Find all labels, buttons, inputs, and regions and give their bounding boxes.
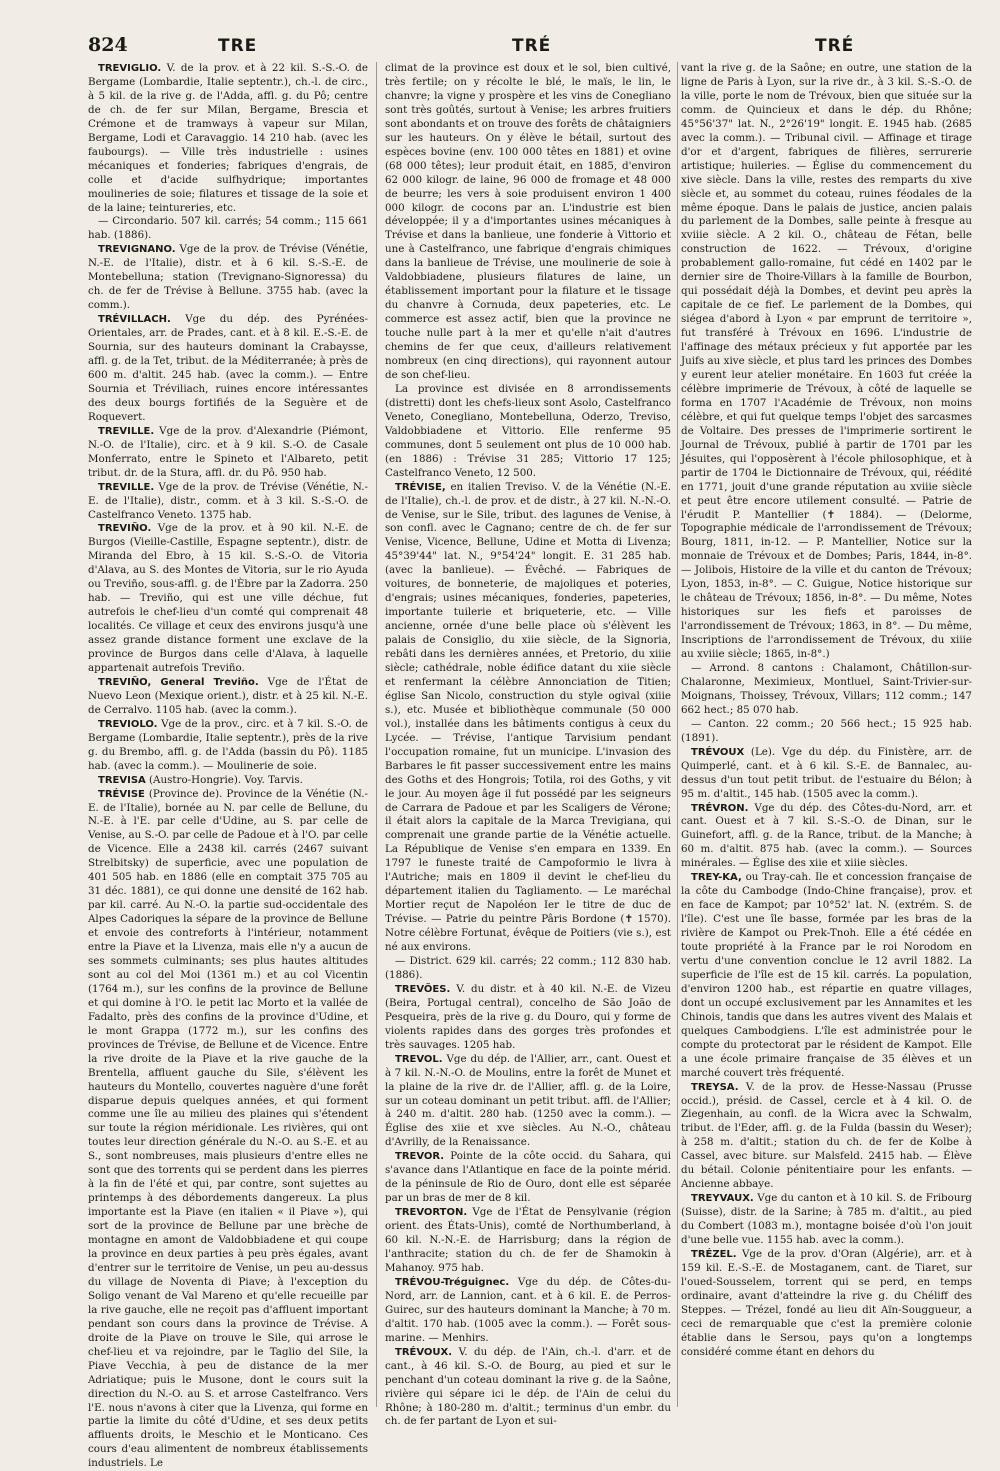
- entry-text: Vge du dép. des Côtes-du-Nord, arr. et cant. Ouest et à 7 kil. S.-S.-O. de Dinan, sur le Guinefort, affl. g. de la Rance, tribut. de la Manche; à 60 m. d'altit. 875 hab. (avec la comm.). — Sources minérales. — Église des xiie et xiiie siècles.: [681, 801, 972, 870]
- dictionary-entry: [385, 1276, 671, 1346]
- column-divider: [376, 62, 377, 1407]
- entry-headword: TREVOL.: [395, 1053, 443, 1065]
- dictionary-entry: [385, 383, 671, 481]
- dictionary-entry: [681, 1081, 972, 1193]
- dictionary-entry: [681, 871, 972, 1080]
- column-divider: [677, 62, 678, 1407]
- entry-text: Vge de la prov. de Trévise (Vénétie, N.-E. de l'Italie), distr. et à 6 kil. S.-S.-E. de Montebelluna; station (Trevignano-Signoressa) du ch. de fer de Trévise à Bellune. 3755 hab. (avec la comm.).: [88, 243, 368, 312]
- text-column-2: [385, 62, 671, 1428]
- entry-headword: TREVILLE.: [98, 425, 155, 437]
- running-headword-center: TRÉ: [512, 36, 552, 56]
- running-headword-right: TRÉ: [815, 36, 855, 56]
- entry-text: La province est divisée en 8 arrondissements (distretti) dont les chefs-lieux sont Asolo, Castelfranco Veneto, Conegliano, Montebelluna, Oderzo, Treviso, Valdobbiadene et Vittorio. Elle renferme 95 communes, dont 5 seulement ont plus de 10 000 hab. (en 1886) : Trévise 31 285; Vittorio 17 125; Castelfranco Veneto, 12 500.: [385, 382, 671, 479]
- entry-text: climat de la province est doux et le sol, bien cultivé, très fertile; on y récolte le blé, le maïs, le lin, le chanvre; la vigne y prospère et les vins de Conegliano sont très goûtés, surtout à Venise; les arbres fruitiers sont abondants et on trouve des forêts de châtaigniers sur les hauteurs. On y élève le bétail, surtout des espèces bovine (env. 100 000 têtes en 1881) et ovine (68 000 têtes); leur produit était, en 1885, d'environ 62 000 kilogr. de laine, 96 000 de fromage et 48 000 de beurre; les vers à soie produisent environ 1 400 000 kilogr. de cocons par an. L'industrie est bien développée; il y a d'importantes usines mécaniques à Trévise et dans la banlieue, une fonderie à Vittorio et une à Castelfranco, une fabrique d'engrais chimiques dans la banlieue de Trévise, une moulinerie de soie à Valdobbiadene, plusieurs filatures de laine, un établissement important pour la filature et le tissage du chanvre à Cornuda, deux papeteries, etc. Le commerce est assez actif, bien que la province ne touche nulle part à la mer et qu'elle n'ait d'autres chemins de fer que ceux, d'ailleurs relativement nombreux (en cinq directions), qui rayonnent autour de son chef-lieu.: [385, 62, 671, 381]
- entry-headword: TRÉZEL.: [691, 1249, 737, 1261]
- entry-text: V. de la prov. de Hesse-Nassau (Prusse occid.), présid. de Cassel, cercle et à 4 kil. O. de Ziegenhain, au confl. de la Wicra avec la Schwalm, tribut. de l'Eder, affl. g. de la Fulda (bassin du Weser); à 258 m. d'altit.; station du ch. de fer de Kolbe à Cassel, avec biture. sur Malsfeld. 2415 hab. — Élève du bétail. Colonie pénitentiaire pour les enfants. — Ancienne abbaye.: [681, 1080, 972, 1191]
- dictionary-entry: [88, 718, 368, 774]
- entry-text: (Austro-Hongrie). Voy. Tarvis.: [145, 773, 303, 786]
- dictionary-entry: [88, 788, 368, 1471]
- dictionary-entry: [385, 62, 671, 383]
- entry-text: — Arrond. 8 cantons : Chalamont, Châtillon-sur-Chalaronne, Meximieux, Montluel, Saint-Trivier-sur-Moignans, Thoissey, Trévoux, Villars; 112 comm.; 147 662 hect.; 85 070 hab.: [681, 661, 972, 716]
- dictionary-entry: [88, 676, 368, 718]
- entry-text: Vge de la prov., circ. et à 7 kil. S.-O. de Bergame (Lombardie, Italie septentr.), près de la rive g. du Brembo, affl. g. de l'Adda (bassin du Pô). 1185 hab. (avec la comm.). — Moulinerie de soie.: [88, 717, 368, 772]
- entry-text: Vge du dép. de Côtes-du-Nord, arr. de Lannion, cant. et à 6 kil. E. de Perros-Guirec, sur des hauteurs dominant la Manche; à 70 m. d'altit. 170 hab. (1005 avec la comm.). — Forêt sous-marine. — Menhirs.: [385, 1275, 671, 1344]
- page-number: 824: [88, 34, 128, 56]
- dictionary-entry: [681, 1248, 972, 1360]
- entry-text: Vge de la prov. et à 90 kil. N.-E. de Burgos (Vieille-Castille, Espagne septentr.), distr. de Miranda del Ebro, à 15 kil. S.-S.-O. de Vitoria d'Alava, au S. des Montes de Vitoria, sur le rio Ayuda ou Treviño, sous-affl. g. de l'Èbre par la Zadorra. 250 hab. — Treviño, qui est une ville déchue, fut autrefois le chef-lieu d'un comté qui comprenait 48 localités. Ce village et ceux des environs jusqu'à une assez grande distance forment une exclave de la province de Burgos dans celle d'Alava, à laquelle appartenait autrefois Treviño.: [88, 522, 368, 674]
- entry-text: V. du distr. et à 40 kil. N.-E. de Vizeu (Beira, Portugal central), concelho de São João de Pesqueira, près de la rive g. du Douro, qui y forme de violents rapides dans des gorges très profondes et très sauvages. 1205 hab.: [385, 982, 671, 1051]
- dictionary-entry: [88, 522, 368, 675]
- dictionary-entry: [385, 983, 671, 1053]
- entry-text: Pointe de la côte occid. du Sahara, qui s'avance dans l'Atlantique en face de la pointe mérid. de la péninsule de Rio de Ouro, dont elle est séparée par un bras de mer de 8 kil.: [385, 1150, 671, 1205]
- dictionary-entry: [385, 1150, 671, 1206]
- page-header: [0, 34, 1000, 64]
- entry-headword: TREVOR.: [395, 1151, 445, 1163]
- dictionary-entry: [681, 802, 972, 872]
- entry-headword: TRÉVISE: [98, 788, 145, 800]
- entry-headword: TREVÕES.: [395, 983, 451, 995]
- entry-headword: TREVORTON.: [395, 1207, 468, 1219]
- entry-headword: TRÉVOU-Tréguignec.: [395, 1276, 510, 1288]
- dictionary-entry: [88, 62, 368, 215]
- entry-headword: TRÉVOUX.: [395, 1346, 453, 1358]
- dictionary-entry: [681, 1192, 972, 1248]
- entry-text: Vge de la prov. de Trévise (Vénétie, N.-E. de l'Italie), distr., comm. et à 3 kil. S.-S.-O. de Castelfranco Veneto. 1375 hab.: [88, 480, 368, 521]
- entry-headword: TREYVAUX.: [691, 1193, 754, 1205]
- dictionary-entry: [88, 481, 368, 523]
- entry-text: (Province de). Province de la Vénétie (N.-E. de l'Italie), bornée au N. par celle de Bellune, du N.-E. à l'E. par celle d'Udine, au S. par celle de Venise, au S.-O. par celle de Padoue et à l'O. par celle de Vicence. Elle a 2438 kil. carrés (2467 suivant Strelbitsky) de superficie, avec une population de 401 505 hab. en 1886 (elle en comptait 375 705 au 31 déc. 1881), ce qui donne une densité de 162 hab. par kil. carré. Au N.-O. la partie sud-occidentale des Alpes Cadoriques la sépare de la province de Bellune et envoie des contreforts à l'intérieur, notamment entre la Piave et la Livenza, mais elle n'y a aucun de ses sommets culminants; ses plus hautes altitudes sont au col del Moi (1361 m.) et au col Vicentin (1764 m.), sur les confins de la province de Bellune et qui domine à l'O. le petit lac Morto et la vallée de Fadalto, près des confins de la province d'Udine, et le mont Grappa (1772 m.), sur les confins des provinces de Trévise, de Bellune et de Vicence. Entre la rive droite de la Piave et la rive gauche de la Brentella, affluent gauche du Sile, s'élèvent les hauteurs du Montello, couvertes naguère d'une forêt disparue depuis quelques années, et qui forment comme une île au milieu des plaines qui s'étendent sur toute la région méridionale. Les rivières, qui ont toutes leur direction générale du N.-O. au S.-E. et au S., sont nombreuses, mais plusieurs d'entre elles ne sont que des torrents qui se perdent dans les pierres à la fin de l'été et qui, par contre, sont sujettes au printemps à des débordements dangereux. La plus importante est la Piave (en italien « il Piave »), qui sort de la province de Bellune par une brèche de montagne en amont de Valdobbiadene et qui coupe la province en deux parties à peu près égales, avant d'entrer sur le territoire de Venise, un peu au-dessus du village de Noventa di Piave; à l'exception du Soligo venant de Val Mareno et qu'elle recueille par la rive gauche, elle ne reçoit pas d'affluent important pendant son cours dans la province de Trévise. A droite de la Piave on trouve le Sile, qui arrose le chef-lieu et va rejoindre, par le Taglio del Sile, la Piave Vecchia, à peu de distance de la mer Adriatique; puis le Musone, dont le cours suit la direction du N.-O. au S. et arrose Castelfranco. Vers l'E. nous n'avons à citer que la Livenza, qui forme en partie la limite du côté d'Udine, et ses deux petits affluents droits, le Meschio et le Monticano. Ces cours d'eau alimentent de nombreux établissements industriels. Le: [88, 787, 368, 1470]
- entry-text: ou Tray-cah. Ile et concession française de la côte du Cambodge (Indo-Chine française), prov. et en face de Kampot; par 10°52' lat. N. (extrém. S. de l'île). C'est une île basse, formée par les bras de la rivière de Kampot ou Prek-Tnoh. Elle a été cédée en toute propriété à la France par le roi Norodom en vertu d'une convention conclue le 12 avril 1882. La superficie de l'île est de 15 kil. carrés. La population, d'environ 1200 hab., est répartie en quatre villages, dont un occupé exclusivement par les Annamites et les Chinois, tandis que dans les autres vivent des Malais et quelques Cambodgiens. L'île est administrée pour le compte du protectorat par le résident de Kampot. Elle a une école primaire française de 35 élèves et un marché couvert très fréquenté.: [681, 871, 972, 1079]
- entry-headword: TREVIÑO, General Treviño.: [98, 676, 259, 688]
- dictionary-entry: [88, 774, 368, 788]
- entry-text: Vge du canton et à 10 kil. S. de Fribourg (Suisse), distr. de la Sarine; à 785 m. d'altit., au pied du Combert (1083 m.), montagne boisée d'où l'on jouit d'une belle vue. 1155 hab. avec la comm.).: [681, 1192, 972, 1247]
- entry-text: — Circondario. 507 kil. carrés; 54 comm.; 115 661 hab. (1886).: [88, 215, 368, 242]
- dictionary-entry: [385, 481, 671, 955]
- entry-text: Vge du dép. des Pyrénées-Orientales, arr. de Prades, cant. et à 8 kil. E.-S.-E. de Sournia, sur des hauteurs dominant la Crabaysse, affl. g. de la Tet, tribut. de la Méditerranée; à près de 600 m. d'altit. 245 hab. (avec la comm.). — Entre Sournia et Tréviliach, ruines encore intéressantes des deux bourgs fortifiés de la Seguère et de Roquevert.: [88, 313, 368, 423]
- dictionary-entry: [385, 1206, 671, 1276]
- entry-text: en italien Treviso. V. de la Vénétie (N.-E. de l'Italie), ch.-l. de prov. et de distr., à 27 kil. N.-N.-O. de Venise, sur le Sile, tribut. des lagunes de Venise, à son confl. avec le Cagnano; centre de ch. de fer sur Venise, Vicence, Bellune, Udine et Motta di Livenza; 45°39'44" lat. N., 9°54'24" longit. E. 31 285 hab. (avec la banlieue). — Évêché. — Fabriques de voitures, de bonneterie, de majoliques et poteries, d'engrais; usines mécaniques, fonderies, papeteries, importante tuilerie et briqueterie, etc. — Ville ancienne, ornée d'une belle place où s'élèvent les palais de Consiglio, du xiie siècle, de la Signoria, rebâti dans les dernières années, et Pretorio, du xiiie siècle; cathédrale, noble édifice datant du xiie siècle et renfermant la célèbre Annonciation de Titien; église San Nicolo, construction du style ogival (xiiie s.), etc. Musée et bibliothèque communale (50 000 vol.), installée dans les bâtiments contigus à ceux du Lycée. — Trévise, l'antique Tarvisium pendant l'occupation romaine, fut un municipe. L'invasion des Barbares le fit passer successivement entre les mains des Goths et des Hongrois; Totila, roi des Goths, y vit le jour. Au moyen âge il fut possédé par les seigneurs de Carrara de Padoue et par les Scaligers de Vérone; il était alors la capitale de la Marca Trevigiana, qui comprenait une grande partie de la Vénétie actuelle. La République de Venise s'en empara en 1339. En 1797 le funeste traité de Campoformio le livra à l'Autriche; mais en 1809 il devint le chef-lieu du département italien du Tagliamento. — Le maréchal Mortier reçut de Napoléon Ier le titre de duc de Trévise. — Patrie du peintre Pâris Bordone (✝ 1570). Notre célèbre Fortunat, évêque de Poitiers (vie s.), est né aux environs.: [385, 480, 671, 954]
- entry-headword: TREY-KA,: [691, 872, 742, 884]
- entry-headword: TREVISA: [98, 774, 146, 786]
- entry-headword: TREVIOLO.: [98, 718, 158, 730]
- entry-text: Vge de la prov. d'Oran (Algérie), arr. et à 159 kil. E.-S.-E. de Mostaganem, cant. de Tiaret, sur l'oued-Sousselem, torrent qui se perd, en temps ordinaire, avant d'atteindre la rive g. du Chéliff des Steppes. — Trézel, fondé au lieu dit Aïn-Souggueur, a ceci de remarquable que c'est la première colonie établie dans le Sersou, pays qu'on a longtemps considéré comme étant en dehors du: [681, 1248, 972, 1358]
- dictionary-entry: [385, 1053, 671, 1151]
- text-column-1: [88, 62, 368, 1470]
- dictionary-entry: [681, 718, 972, 746]
- dictionary-entry: [385, 1346, 671, 1430]
- entry-text: — Canton. 22 comm.; 20 566 hect.; 15 925 hab. (1891).: [681, 717, 972, 744]
- dictionary-entry: [88, 425, 368, 481]
- entry-text: vant la rive g. de la Saône; en outre, une station de la ligne de Paris à Lyon, sur la rive dr., à 3 kil. S.-S.-O. de la ville, porte le nom de Trévoux, bien que située sur la comm. de Quincieux et dans le dép. du Rhône; 45°56'37" lat. N., 2°26'19" longit. E. 1945 hab. (2685 avec la comm.). — Tribunal civil. — Affinage et tirage d'or et d'argent, fabriques de filières, serrurerie artistique; huileries. — Église du commencement du xive siècle. Dans la ville, restes des remparts du xive siècle et, au sommet du coteau, ruines féodales de la même époque. Dans le palais de justice, ancien palais du parlement de la Dombes, salle peinte à fresque au xviiie siècle. A 2 kil. O., château de Fétan, belle construction de 1622. — Trévoux, d'origine probablement gallo-romaine, fut cédé en 1402 par le dernier sire de Thoire-Villars à la famille de Bourbon, qui possédait déjà la Dombes, et devint peu après la capitale de ce fief. Le parlement de la Dombes, qui siégea d'abord à Lyon « par emprunt de territoire », fut transféré à Trévoux en 1696. L'industrie de l'affinage des métaux précieux y fut apportée par les Juifs au xive siècle, et plus tard les princes des Dombes y eurent leur atelier monétaire. En 1603 fut créée la célèbre imprimerie de Trévoux, à côté de laquelle se forma en 1707 l'Académie de Trévoux, non moins célèbre, et qui fut quelque temps l'objet des sarcasmes de Voltaire. Des presses de l'imprimerie sortirent le Journal de Trévoux, publié à partir de 1701 par les Jésuites, qui l'opposèrent à l'école philosophique, et à partir de 1704 le Dictionnaire de Trévoux, qui, réédité en 1771, jouit d'une grande réputation au xviiie siècle et peut être encore utilement consulté. — Patrie de l'érudit P. Mantellier (✝ 1884). — (Delorme, Topographie médicale de l'arrondissement de Trévoux; Bourg, 1811, in-12. — P. Mantellier, Notice sur la monnaie de Trévoux et de Dombes; Paris, 1844, in-8°. — Jolibois, Histoire de la ville et du canton de Trévoux; Lyon, 1853, in-8°. — C. Guigue, Notice historique sur le château de Trévoux; 1856, in-8°. — Du même, Notes historiques sur les fiefs et paroisses de l'arrondissement de Trévoux; 1863, in 8°. — Du même, Inscriptions de l'arrondissement de Trévoux, du xiiie au xviiie siècle; 1865, in-8°.): [681, 62, 972, 661]
- entry-headword: TRÉVRON.: [691, 802, 749, 814]
- entry-text: V. de la prov. et à 22 kil. S.-S.-O. de Bergame (Lombardie, Italie septentr.), ch.-l. de circ., à 5 kil. de la rive g. de l'Adda, affl. g. du Pô; centre de ch. de fer sur Milan, Bergame, Brescia et Crémone et de tramways à vapeur sur Milan, Bergame, Lodi et Caravaggio. 14 210 hab. (avec les faubourgs). — Ville très industrielle : usines mécaniques et fonderies; fabriques d'engrais, de colle et d'acide sulfhydrique; importantes moulineries de soie; filatures et tissage de la soie et de la laine; teintureries, etc.: [88, 62, 368, 214]
- dictionary-entry: [88, 215, 368, 243]
- dictionary-entry: [385, 955, 671, 983]
- dictionary-entry: [88, 313, 368, 425]
- entry-text: Vge de l'État de Nuevo Leon (Mexique orient.), distr. et à 25 kil. N.-E. de Cerralvo. 1105 hab. (avec la comm.).: [88, 675, 368, 716]
- entry-headword: TREVIGLIO.: [98, 63, 162, 74]
- entry-headword: TRÉVOUX: [691, 746, 745, 758]
- entry-text: — District. 629 kil. carrés; 22 comm.; 112 830 hab. (1886).: [385, 955, 671, 981]
- entry-text: Vge de l'État de Pensylvanie (région orient. des États-Unis), comté de Northumberland, à 60 kil. N.-N.-E. de Harrisburg; dans la région de l'anthracite; station du ch. de fer de Shamokin à Mahanoy. 975 hab.: [385, 1206, 671, 1274]
- entry-headword: TRÉVISE,: [395, 481, 446, 493]
- entry-headword: TREVILLE.: [98, 481, 155, 493]
- dictionary-entry: [88, 243, 368, 313]
- text-column-3: [681, 62, 972, 1407]
- entry-headword: TRÉVILLACH.: [98, 314, 171, 326]
- entry-text: Vge du dép. de l'Allier, arr., cant. Ouest et à 7 kil. N.-N.-O. de Moulins, entre la forêt de Munet et la plaine de la rive dr. de l'Allier, affl. g. de la Loire, sur un coteau dominant un petit tribut. affl. de l'Allier; à 240 m. d'altit. 280 hab. (1250 avec la comm.). — Église des xiie et xve siècles. Au N.-O., château d'Avrilly, de la Renaissance.: [385, 1052, 671, 1149]
- dictionary-entry: [681, 62, 972, 662]
- entry-headword: TREVIGNANO.: [98, 244, 176, 256]
- entry-text: (Le). Vge du dép. du Finistère, arr. de Quimperlé, cant. et à 6 kil. S.-E. de Bannalec, au-dessus d'un tout petit tribut. de l'estuaire du Bélon; à 95 m. d'altit., 145 hab. (1505 avec la comm.).: [681, 745, 972, 800]
- entry-text: Vge de la prov. d'Alexandrie (Piémont, N.-O. de l'Italie), circ. et à 9 kil. S.-O. de Casale Monferrato, entre le Spineto et l'Albareto, petit tribut. dr. de la Stura, affl. dr. du Pô. 950 hab.: [88, 424, 368, 479]
- entry-headword: TREVIÑO.: [98, 523, 152, 535]
- dictionary-entry: [681, 746, 972, 802]
- entry-text: V. du dép. de l'Ain, ch.-l. d'arr. et de cant., à 46 kil. S.-O. de Bourg, au pied et sur le penchant d'un coteau dominant la rive g. de la Saône, rivière qui sépare ici le dép. de l'Ain de celui du Rhône; à 180-280 m. d'altit.; terminus d'un embr. du ch. de fer partant de Lyon et sui-: [385, 1345, 671, 1428]
- entry-headword: TREYSA.: [691, 1081, 739, 1093]
- dictionary-entry: [681, 662, 972, 718]
- running-headword-left: TRE: [218, 36, 258, 56]
